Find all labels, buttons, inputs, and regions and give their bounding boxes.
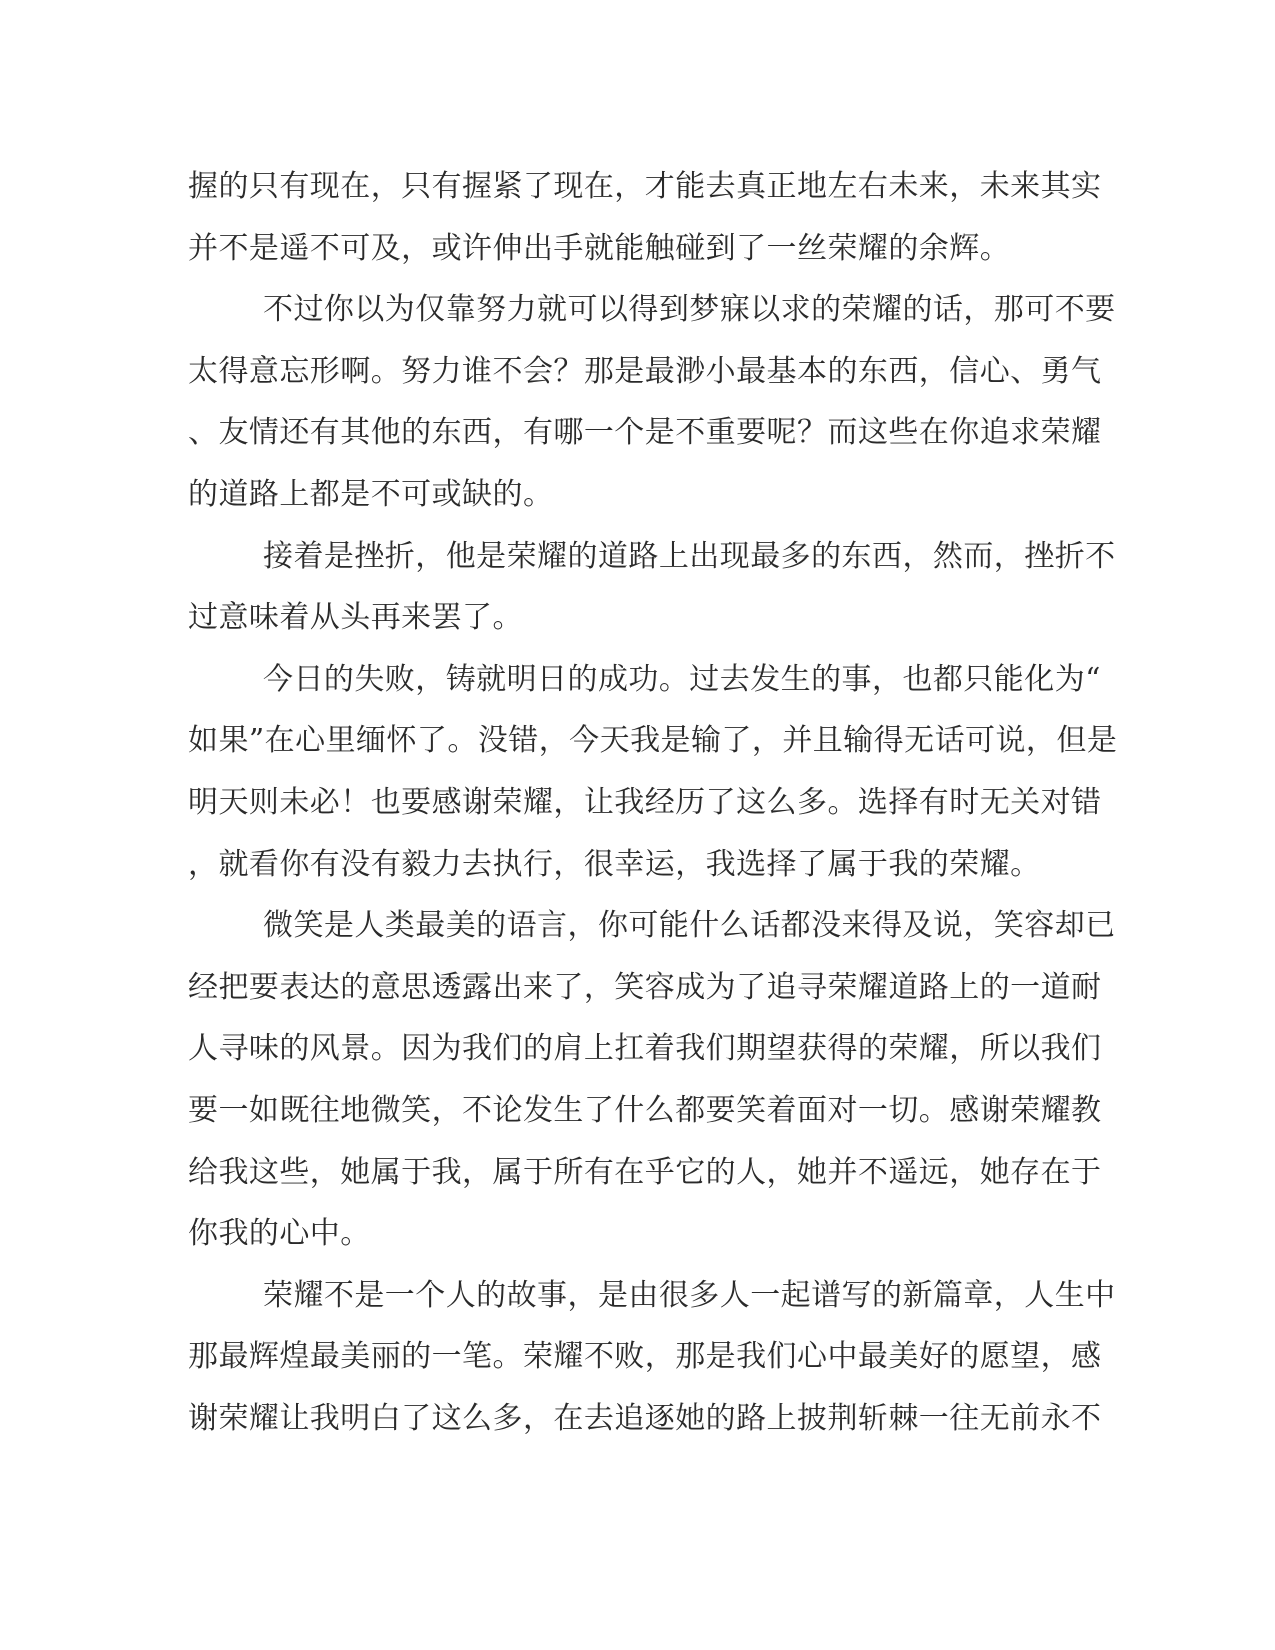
text-line: 明天则未必！也要感谢荣耀，让我经历了这么多。选择有时无关对错 [188,784,1102,820]
text-line: 并不是遥不可及，或许伸出手就能触碰到了一丝荣耀的余辉。 [188,230,1011,266]
paragraph-start-line: 不过你以为仅靠努力就可以得到梦寐以求的荣耀的话，那可不要 [263,292,1116,328]
text-line: 经把要表达的意思透露出来了，笑容成为了追寻荣耀道路上的一道耐 [188,969,1102,1005]
text-line: 那最辉煌最美丽的一笔。荣耀不败，那是我们心中最美好的愿望，感 [188,1339,1102,1375]
text-line: 你我的心中。 [188,1216,371,1252]
paragraph-start-line: 微笑是人类最美的语言，你可能什么话都没来得及说，笑容却已 [263,908,1116,944]
text-line: 要一如既往地微笑，不论发生了什么都要笑着面对一切。感谢荣耀教 [188,1092,1102,1128]
text-line: 给我这些，她属于我，属于所有在乎它的人，她并不遥远，她存在于 [188,1154,1102,1190]
text-line: 如果”在心里缅怀了。没错，今天我是输了，并且输得无话可说，但是 [188,723,1118,759]
paragraph-start-line: 荣耀不是一个人的故事，是由很多人一起谱写的新篇章，人生中 [263,1277,1116,1313]
text-line: ，就看你有没有毅力去执行，很幸运，我选择了属于我的荣耀。 [188,846,1041,882]
text-line: 握的只有现在，只有握紧了现在，才能去真正地左右未来，未来其实 [188,169,1102,204]
body-text [188,156,1118,1449]
text-line: 太得意忘形啊。努力谁不会？那是最渺小最基本的东西，信心、勇气 [188,353,1102,389]
text-line: 的道路上都是不可或缺的。 [188,476,554,512]
paragraph-start-line: 今日的失败，铸就明日的成功。过去发生的事，也都只能化为“ [263,661,1101,697]
text-line: 谢荣耀让我明白了这么多，在去追逐她的路上披荆斩棘一往无前永不 [188,1400,1102,1436]
text-line: 、友情还有其他的东西，有哪一个是不重要呢？而这些在你追求荣耀 [188,415,1102,451]
text-line: 人寻味的风景。因为我们的肩上扛着我们期望获得的荣耀，所以我们 [188,1031,1102,1067]
text-line: 过意味着从头再来罢了。 [188,600,523,636]
paragraph-start-line: 接着是挫折，他是荣耀的道路上出现最多的东西，然而，挫折不 [263,538,1116,574]
